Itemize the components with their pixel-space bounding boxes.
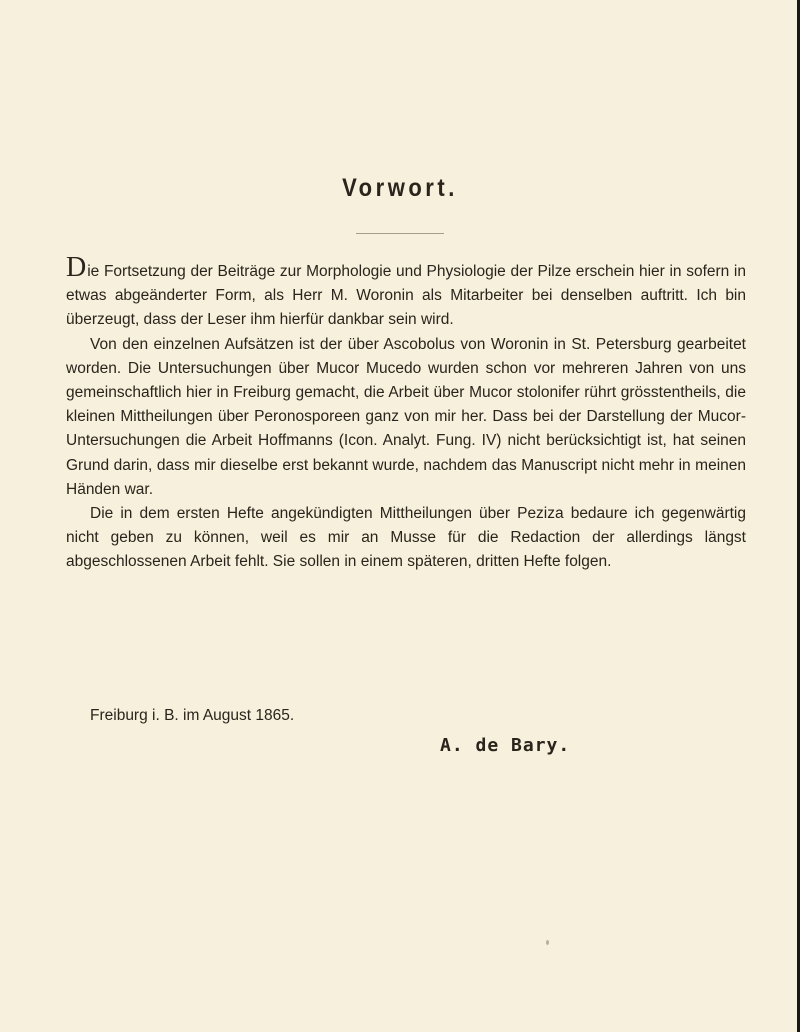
paragraph-3: Die in dem ersten Hefte angekündigten Mittheilungen über Peziza bedaure ich gegenwärtig nicht geben zu können, weil es mir an Musse für die Redaction der allerdings längst abgeschlossenen Arbeit fehlt. Sie sollen in einem späteren, dritten Hefte folgen. bbox=[66, 505, 746, 571]
signature: A. de Bary. bbox=[440, 735, 571, 756]
preface-body bbox=[66, 252, 746, 575]
title-divider bbox=[356, 233, 444, 234]
paper-speck bbox=[546, 940, 549, 945]
paragraph-1 bbox=[66, 252, 746, 333]
drop-initial: D bbox=[66, 252, 87, 283]
paragraph-1-text: ie Fortsetzung der Beiträge zur Morphologie und Physiologie der Pilze erschein hier in sofern in etwas abgeänderter Form, als Herr M. Woronin als Mitarbeiter bei denselben auftritt. Ich bin überzeugt, dass der Leser ihm hierfür dankbar sein wird. bbox=[66, 263, 746, 329]
dateline: Freiburg i. B. im August 1865. bbox=[90, 707, 295, 724]
paragraph-2: Von den einzelnen Aufsätzen ist der über Ascobolus von Woronin in St. Petersburg gearbeitet worden. Die Untersuchungen über Mucor Mucedo wurden schon vor mehreren Jahren von uns gemeinschaftlich hier in Freiburg gemacht, die Arbeit über Mucor stolonifer rührt grösstentheils, die kleinen Mittheilungen über Peronosporeen ganz von mir her. Dass bei der Darstellung der Mucor-Untersuchungen die Arbeit Hoffmanns (Icon. Analyt. Fung. IV) nicht berücksichtigt ist, hat seinen Grund darin, dass mir dieselbe erst bekannt wurde, nachdem das Manuscript nicht mehr in meinen Händen war. bbox=[66, 335, 746, 498]
page-title: Vorwort. bbox=[342, 174, 458, 202]
